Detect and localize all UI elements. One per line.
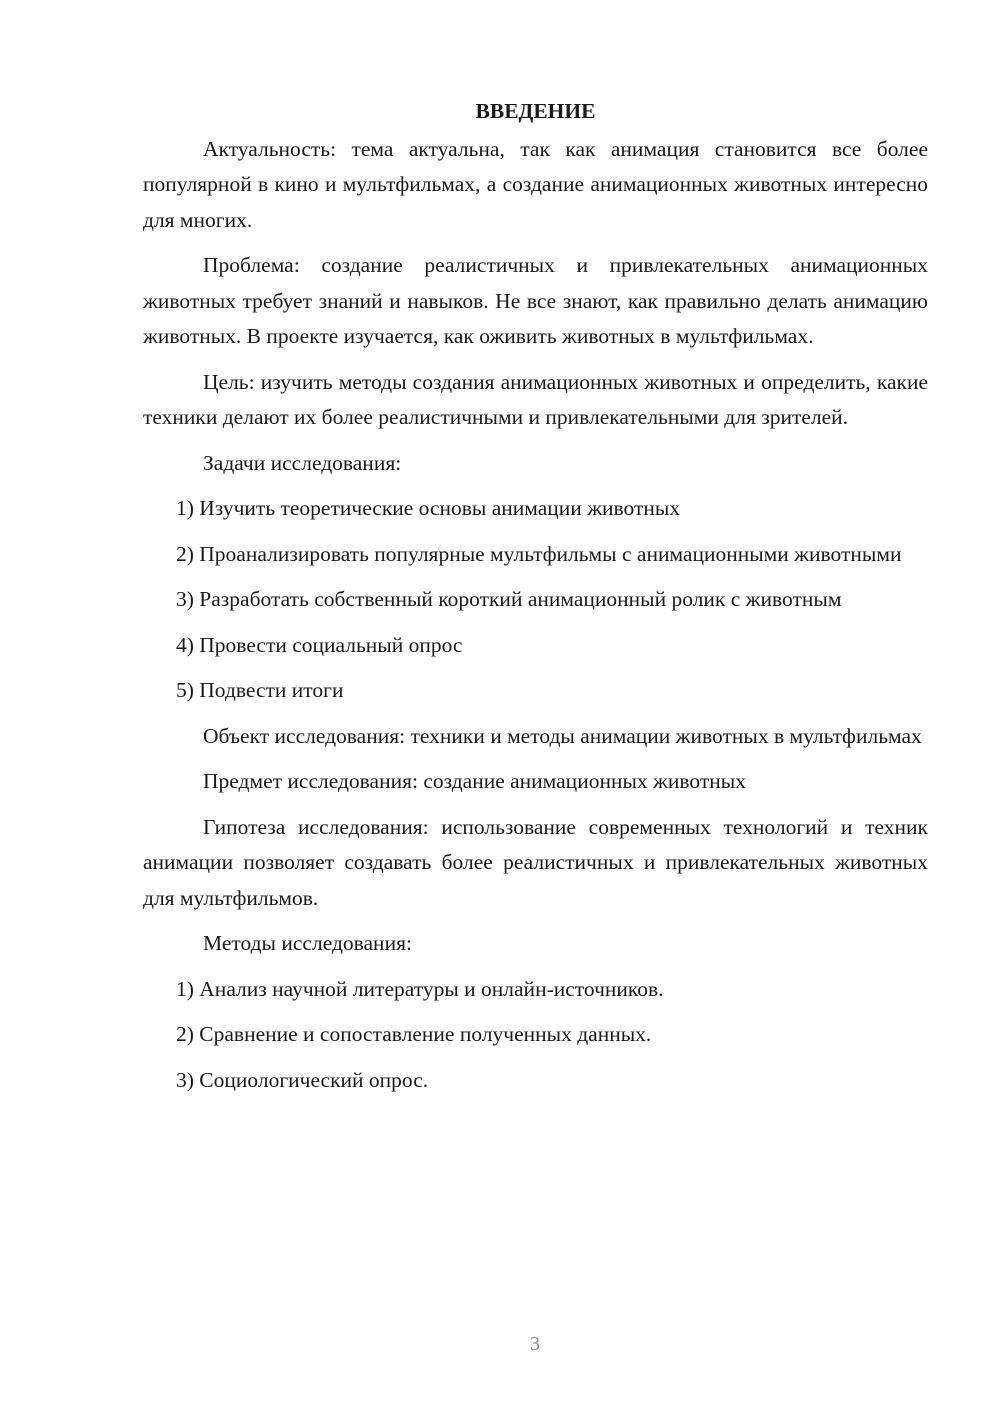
paragraph-problem: Проблема: создание реалистичных и привлекательных анимационных животных требует знаний и навыков. Не все знают, как правильно делать анимацию животных. В проекте изучается, как оживить животных в мультфильмах. (143, 253, 928, 348)
task-item-3: 3) Разработать собственный короткий анимационный ролик с животным (176, 587, 842, 611)
paragraph-relevance: Актуальность: тема актуальна, так как анимация становится все более популярной в кино и мультфильмах, а создание анимационных животных интересно для многих. (143, 136, 928, 232)
paragraph-goal: Цель: изучить методы создания анимационных животных и определить, какие техники делают их более реалистичными и привлекательными для зрителей. (143, 369, 928, 429)
page-number: 3 (530, 1333, 540, 1355)
task-item-5: 5) Подвести итоги (176, 678, 344, 702)
section-title: ВВЕДЕНИЕ (475, 99, 596, 123)
paragraph-tasks-heading: Задачи исследования: (203, 450, 402, 475)
method-item-3: 3) Социологический опрос. (176, 1067, 429, 1092)
method-item-1: 1) Анализ научной литературы и онлайн-источников. (176, 976, 664, 1001)
paragraph-hypothesis: Гипотеза исследования: использование современных технологий и техник анимации позволяет создавать более реалистичных и привлекательных животных для мультфильмов. (143, 814, 928, 910)
document-body (143, 94, 928, 1108)
task-item-1: 1) Изучить теоретические основы анимации животных (176, 496, 681, 520)
task-item-4: 4) Провести социальный опрос (176, 632, 463, 657)
paragraph-object: Объект исследования: техники и методы анимации животных в мультфильмах (203, 723, 922, 748)
paragraph-methods-heading: Методы исследования: (203, 931, 412, 955)
method-item-2: 2) Сравнение и сопоставление полученных данных. (176, 1022, 652, 1046)
task-item-2: 2) Проанализировать популярные мультфильмы с анимационными животными (176, 541, 902, 566)
paragraph-subject: Предмет исследования: создание анимационных животных (203, 769, 746, 793)
